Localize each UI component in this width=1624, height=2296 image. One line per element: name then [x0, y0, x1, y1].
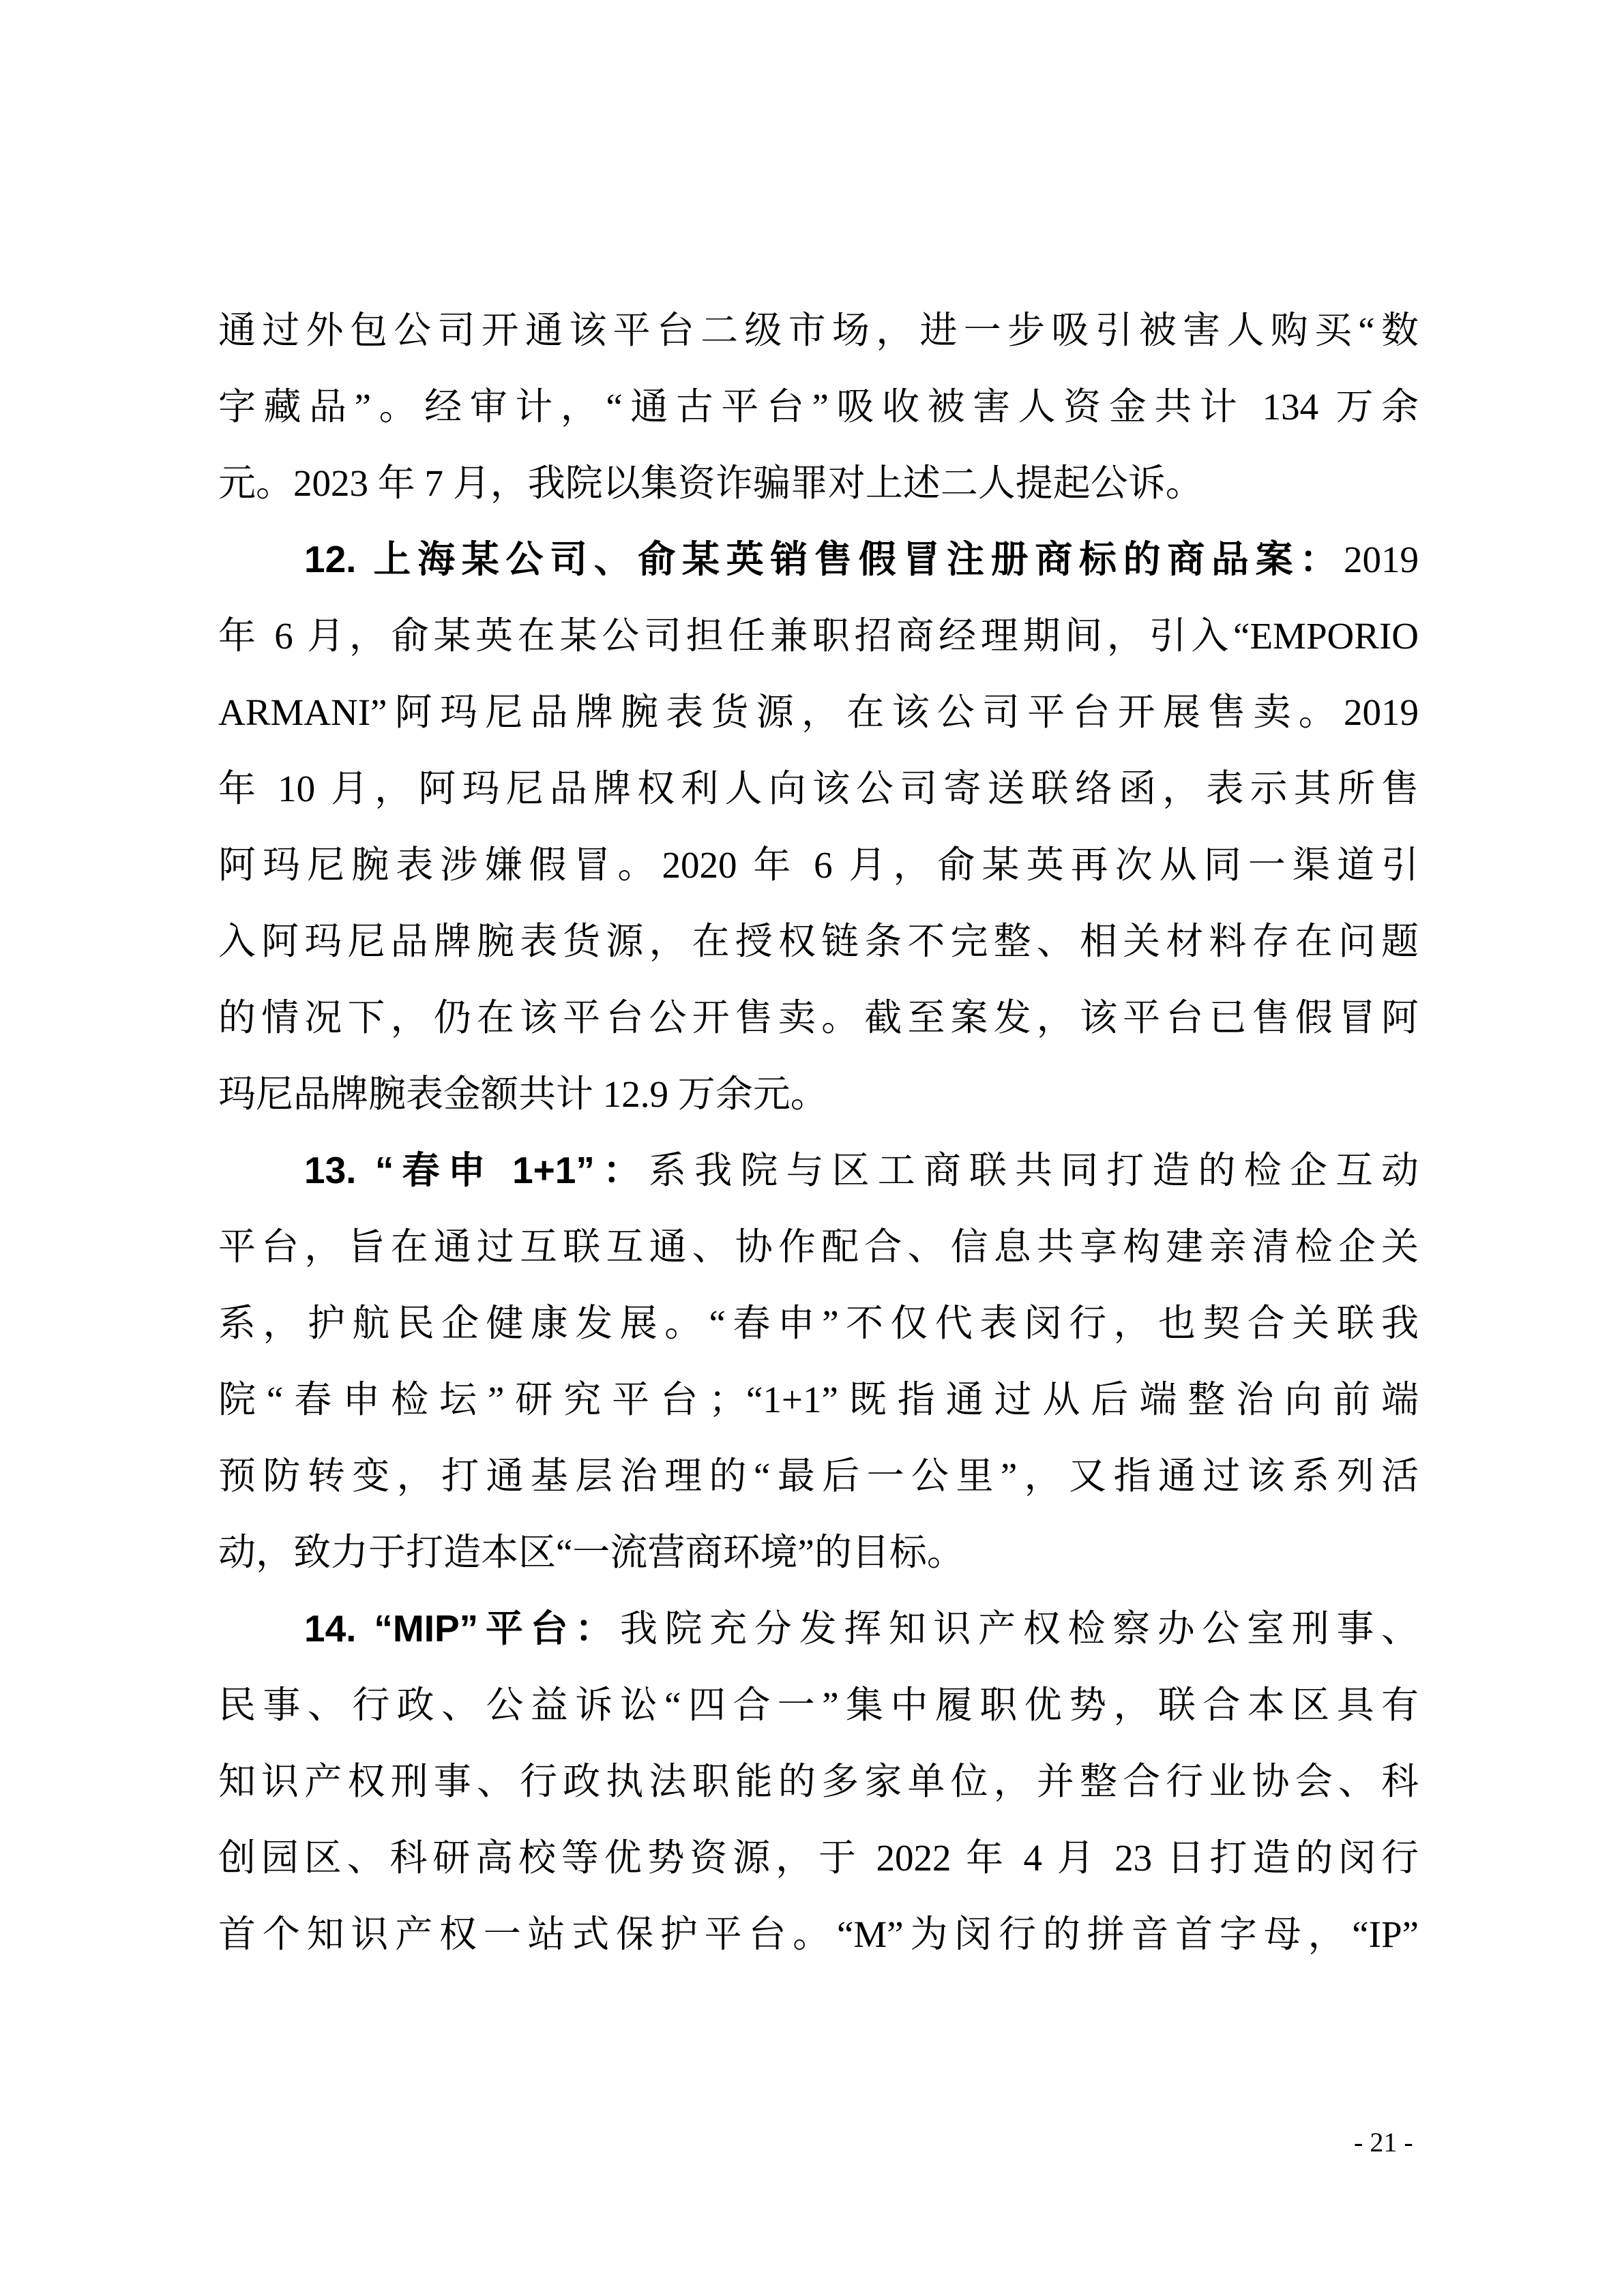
text-run: 我院充分发挥知识产权检察办公室刑事、 [619, 1608, 1419, 1650]
text-line [218, 1285, 1419, 1361]
text-run: 预防转变，打通基层治理的“最后一公里”，又指通过该系列活 [218, 1455, 1419, 1497]
text-run: 阿玛尼腕表涉嫌假冒。2020 年 6 月，俞某英再次从同一渠道引 [218, 844, 1419, 886]
text-line [218, 903, 1419, 979]
text-line [218, 979, 1419, 1056]
text-line [218, 674, 1419, 750]
text-line [218, 750, 1419, 826]
text-line [218, 445, 1419, 521]
text-run: 系，护航民企健康发展。“春申”不仅代表闵行，也契合关联我 [218, 1302, 1419, 1344]
text-line [218, 597, 1419, 674]
bold-run: 13. “春申 1+1”： [304, 1149, 649, 1191]
text-line [218, 1361, 1419, 1437]
text-run: 字藏品”。经审计，“通古平台”吸收被害人资金共计 134 万余 [218, 386, 1419, 428]
text-run: 知识产权刑事、行政执法职能的多家单位，并整合行业协会、科 [218, 1761, 1419, 1802]
document-body [218, 292, 1419, 1972]
text-line [218, 1437, 1419, 1514]
text-run: 院“春申检坛”研究平台；“1+1”既指通过从后端整治向前端 [218, 1379, 1419, 1420]
text-line [218, 1819, 1419, 1896]
text-line [218, 1208, 1419, 1285]
text-line [218, 368, 1419, 445]
text-line [218, 1743, 1419, 1819]
text-line-item-13-heading [218, 1132, 1419, 1208]
text-line [218, 1896, 1419, 1972]
text-line [218, 292, 1419, 368]
text-run: 系我院与区工商联共同打造的检企互动 [649, 1150, 1419, 1191]
text-run: 首个知识产权一站式保护平台。“M”为闵行的拼音首字母，“IP” [218, 1913, 1419, 1955]
text-run: 民事、行政、公益诉讼“四合一”集中履职优势，联合本区具有 [218, 1684, 1419, 1726]
text-line-case-12-heading [218, 521, 1419, 597]
text-line [218, 1514, 1419, 1590]
text-run: 年 6 月，俞某英在某公司担任兼职招商经理期间，引入“EMPORIO [218, 615, 1419, 657]
text-line [218, 1667, 1419, 1743]
text-run: 玛尼品牌腕表金额共计 12.9 万余元。 [218, 1073, 828, 1115]
bold-run: 12. 上海某公司、俞某英销售假冒注册商标的商品案： [304, 538, 1344, 580]
text-line-item-14-heading [218, 1590, 1419, 1667]
text-run: 年 10 月，阿玛尼品牌权利人向该公司寄送联络函，表示其所售 [218, 768, 1419, 809]
text-run: ARMANI”阿玛尼品牌腕表货源，在该公司平台开展售卖。2019 [218, 691, 1419, 733]
text-run: 平台，旨在通过互联互通、协作配合、信息共享构建亲清检企关 [218, 1226, 1419, 1268]
text-line [218, 1056, 1419, 1132]
text-line [218, 826, 1419, 903]
text-run: 的情况下，仍在该平台公开售卖。截至案发，该平台已售假冒阿 [218, 997, 1419, 1039]
text-run: 动，致力于打造本区“一流营商环境”的目标。 [218, 1532, 964, 1573]
text-run: 创园区、科研高校等优势资源，于 2022 年 4 月 23 日打造的闵行 [218, 1837, 1419, 1879]
text-run: 元。2023 年 7 月，我院以集资诈骗罪对上述二人提起公诉。 [218, 462, 1203, 504]
text-run: 2019 [1344, 539, 1419, 580]
text-run: 入阿玛尼品牌腕表货源，在授权链条不完整、相关材料存在问题 [218, 921, 1419, 962]
page-number: - 21 - [1354, 2127, 1413, 2158]
text-run: 通过外包公司开通该平台二级市场，进一步吸引被害人购买“数 [218, 310, 1419, 351]
bold-run: 14. “MIP”平台： [304, 1607, 620, 1650]
